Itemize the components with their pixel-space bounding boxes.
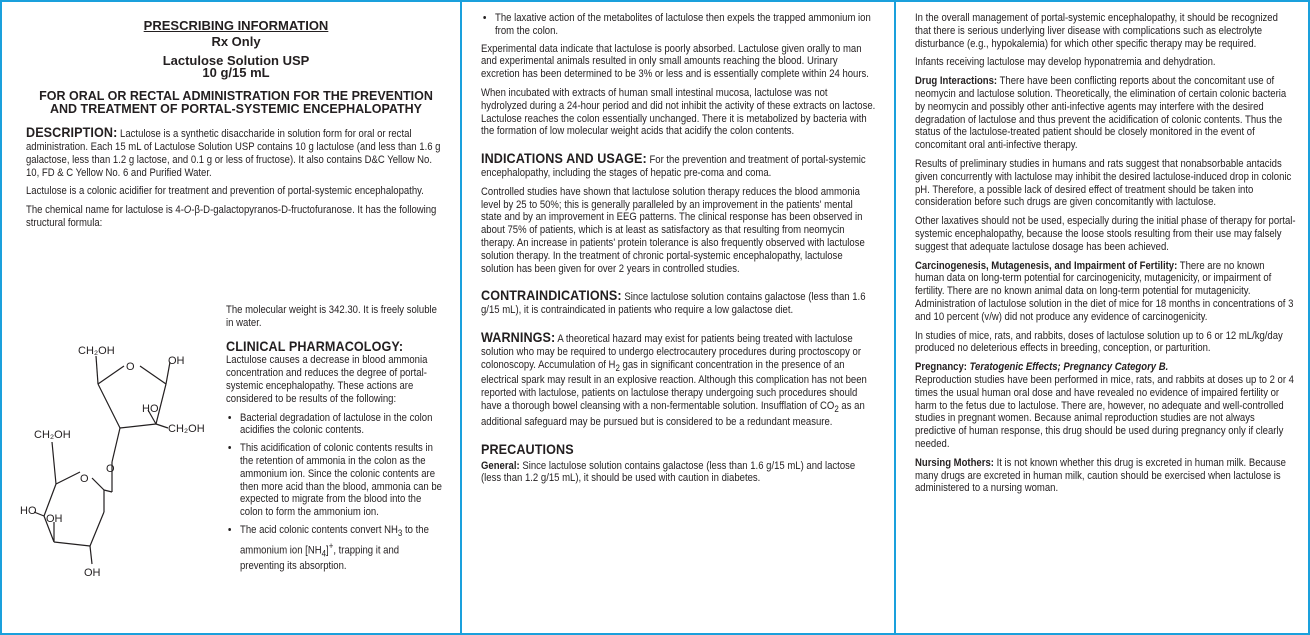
structure-label-ch2oh-3: CH₂OH: [34, 429, 71, 441]
product-strength: 10 g/15 mL: [202, 65, 270, 81]
carcinogenesis-text: There are no known human data on long-term potential for carcinogenicity, mutagenicity, or impairment of fertility. There are no known animal data on long-term potential for mutagenicity. Administration of lactulose solution in the diet of mice for 18 months in concentrations of 3 and 10 percent (v/w) did not produce any evidence of carcinogenicity.: [915, 259, 1294, 323]
warnings-heading: WARNINGS:: [481, 328, 556, 345]
pharmacology-bullet: • This acidification of colonic contents results in the retention of ammonia in the colon as the ammonium ion. Since the colonic contents are then more acid than the blood, ammonia can be expected to migrate from the blood into the colon to form the ammonium ion.: [240, 442, 444, 519]
description-paragraph: [26, 126, 446, 179]
chemical-name-post: -β-D-galactopyranos-D-fructofuranose. It has the following structural formula:: [26, 204, 437, 229]
warnings-text-a: A theoretical hazard may exist for patients being treated with lactulose solution who may be required to undergo electrocautery procedures during proctoscopy or colonoscopy. Accumulation of H: [481, 332, 862, 371]
structure-label-oh-2: OH: [46, 513, 63, 525]
pharmacology-heading: CLINICAL PHARMACOLOGY:: [226, 337, 404, 354]
bullet3-sup-plus: +: [328, 540, 334, 551]
structure-label-o-ring2: O: [80, 473, 89, 485]
column-2: [462, 2, 894, 633]
pharmacology-text: Lactulose causes a decrease in blood ammonia concentration and reduces the degree of portal-systemic encephalopathy. These actions are considered to be results of the following:: [226, 354, 428, 405]
nursing-mothers-text: It is not known whether this drug is excreted in human milk. Because many drugs are excreted in human milk, caution should be exercised when lactulose is administered to a nursing woman.: [915, 456, 1286, 495]
chemical-name-o: O: [183, 204, 192, 217]
nursing-mothers-heading: Nursing Mothers:: [915, 456, 994, 469]
infants-text: Infants receiving lactulose may develop hyponatremia and dehydration.: [915, 56, 1216, 69]
drug-interactions-text: There have been conflicting reports about the concomitant use of neomycin and lactulose solution. Theoretically, the elimination of certain colonic bacteria by neomycin and possibly other anti-infective agents may interfere with the desired degradation of lactulose and thus prevent the acidification of colonic contents. Thus the status of the lactulose-treated patient should be closely monitored in the event of concomitant oral anti-infective therapy.: [915, 75, 1287, 152]
pharmacology-bullets: [226, 412, 444, 574]
structure-label-ho-1: HO: [142, 403, 159, 415]
administration-heading: FOR ORAL OR RECTAL ADMINISTRATION FOR THE PREVENTION AND TREATMENT OF PORTAL-SYSTEMIC ENCEPHALOPATHY: [39, 89, 433, 117]
bullet3-text-c: ]: [326, 544, 329, 557]
pregnancy-heading-line: [915, 361, 1296, 374]
pregnancy-text: Reproduction studies have been performed in mice, rats, and rabbits at doses up to 2 or 4 times the usual human oral dose and have revealed no evidence of impaired fertility or harm to the fetus due to lactulose. There are, however, no adequate and well-controlled studies in pregnant women. Because animal reproduction studies are not always predictive of human response, this drug should be used during pregnancy only if clearly needed.: [915, 373, 1294, 450]
bullet3-text-b: to the ammonium ion [NH: [240, 523, 429, 557]
structure-label-o-ring1: O: [126, 361, 135, 373]
pharmacology-heading-line: [226, 337, 444, 355]
product-name: Lactulose Solution USP: [162, 52, 310, 68]
molecular-weight-text: The molecular weight is 342.30. It is freely soluble in water.: [226, 304, 437, 329]
indications-text: For the prevention and treatment of portal-systemic encephalopathy, including the stages of hepatic pre-coma and coma.: [481, 154, 866, 179]
warnings-sub-h2: 2: [615, 362, 620, 373]
pregnancy-heading: Pregnancy:: [915, 361, 967, 374]
contraindications-paragraph: [481, 289, 876, 317]
column-3: [896, 2, 1310, 633]
lactulose-structure-diagram: [20, 332, 220, 582]
general-paragraph: [481, 460, 876, 486]
precautions-heading: PRECAUTIONS: [481, 440, 574, 457]
antacids-text: Results of preliminary studies in humans and rats suggest that nonabsorbable antacids given concurrently with lactulose may inhibit the desired lactulose-induced drop in colonic pH. Therefore, a possible lack of desired effect of treatment should be taken into consideration before such drugs are given concomitantly with lactulose.: [915, 157, 1292, 209]
chemical-name-pre: The chemical name for lactulose is 4-: [26, 204, 184, 217]
absorption-text: Experimental data indicate that lactulose is poorly absorbed. Lactulose given orally to man and experimental animals resulted in only small amounts reaching the blood. Urinary excretion has been determined to be 3% or less and is essentially complete within 24 hours.: [481, 42, 869, 81]
carcinogenesis-heading: Carcinogenesis, Mutagenesis, and Impairment of Fertility:: [915, 259, 1178, 272]
animal-studies-text: In studies of mice, rats, and rabbits, doses of lactulose solution up to 6 or 12 mL/kg/day produced no deleterious effects in breeding, conception, or parturition.: [915, 329, 1283, 355]
warnings-paragraph: [481, 328, 876, 429]
structure-label-ch2oh-2: CH₂OH: [168, 423, 205, 435]
clinical-pharmacology-section: [226, 304, 444, 579]
chemical-name-paragraph: [26, 204, 446, 230]
description-text: Lactulose is a synthetic disaccharide in solution form for oral or rectal administration. Each 15 mL of Lactulose Solution USP contains 10 g lactulose (and less than 1.6 g galactose, less than 1.2 g lactose, and 0.1 g or less of fructose). It also contains D&C Yellow No. 10, FD & C Yellow No. 6 and Purified Water.: [26, 128, 441, 179]
bullet3-sub-3: 3: [397, 528, 403, 539]
warnings-sub-co2: 2: [834, 404, 839, 415]
pharmacology-bullet: [240, 524, 444, 573]
structure-label-ho-2: HO: [20, 505, 37, 517]
carcinogenesis-paragraph: [915, 260, 1296, 324]
general-heading: General:: [481, 459, 520, 472]
indications-heading: INDICATIONS AND USAGE:: [481, 150, 647, 167]
nursing-mothers-paragraph: [915, 457, 1296, 495]
bullet3-sub-4: 4: [321, 548, 327, 559]
indications-paragraph: [481, 152, 876, 180]
rx-only: Rx Only: [211, 33, 261, 49]
bullet3-text-d: , trapping it and preventing its absorption.: [240, 544, 400, 573]
general-text: Since lactulose solution contains galactose (less than 1.6 g/15 mL) and lactose (less than 1.2 g/15 mL), it should be used with caution in diabetes.: [481, 459, 856, 485]
contraindications-heading: CONTRAINDICATIONS:: [481, 287, 622, 304]
structure-label-o-link: O: [106, 463, 115, 475]
liver-disease-text: In the overall management of portal-systemic encephalopathy, it should be recognized that there is serious underlying liver disease with complications such as electrolyte disturbance (e.g., hypokalemia) for which other specific therapy may be required.: [915, 12, 1278, 50]
acidifier-text: Lactulose is a colonic acidifier for treatment and prevention of portal-systemic encephalopathy.: [26, 185, 424, 198]
structure-label-oh-3: OH: [84, 567, 101, 579]
drug-interactions-heading: Drug Interactions:: [915, 75, 998, 88]
warnings-text-b: gas in significant concentration in the presence of an electrical spark may result in an explosive reaction. Although this complication has not been reported with lactulose, patients on lactulose therapy undergoing such procedures should have a thorough bowel cleansing with a non-fermentable solution. Insufflation of CO: [481, 358, 867, 413]
laxative-bullet: • The laxative action of the metabolites of lactulose then expels the trapped ammonium ion from the colon.: [495, 12, 876, 38]
controlled-studies-text: Controlled studies have shown that lactulose solution therapy reduces the blood ammonia level by 25 to 50%; this is generally paralleled by an improvement in the patients' mental state and by an improvement in EEG patterns. The clinical response has been observed in about 75% of patients, which is at least as satisfactory as that resulting from neomycin therapy. An increase in patients' protein tolerance is also frequently observed with lactulose solution therapy. In the treatment of chronic portal-systemic encephalopathy, lactulose solution has been given for over 2 years in controlled studies.: [481, 185, 865, 275]
prescribing-info-title: PRESCRIBING INFORMATION: [143, 18, 329, 33]
other-laxatives-text: Other laxatives should not be used, especially during the initial phase of therapy for portal-systemic encephalopathy, because the loose stools resulting from their use may falsely suggest that adequate lactulose dosage has been achieved.: [915, 215, 1296, 253]
structure-label-ch2oh-1: CH₂OH: [78, 345, 115, 357]
description-heading: DESCRIPTION:: [26, 124, 118, 141]
structural-formula: [20, 332, 220, 582]
pregnancy-category: Teratogenic Effects; Pregnancy Category B.: [969, 361, 1169, 374]
bullet3-text-a: The acid colonic contents convert NH: [240, 523, 398, 536]
contraindications-text: Since lactulose solution contains galactose (less than 1.6 g/15 mL), it is contraindicated in patients who require a low galactose diet.: [481, 291, 866, 317]
warnings-text-c: as an additional safeguard may be pursued but is considered to be a redundant measure.: [481, 400, 865, 428]
laxative-bullet-list: [481, 12, 876, 38]
structure-label-oh-1: OH: [168, 355, 185, 367]
mucosa-text: When incubated with extracts of human small intestinal mucosa, lactulose was not hydrolyzed during a 24-hour period and did not inhibit the activity of these extracts on lactose. Lactulose reaches the colon essentially unchanged. There it is metabolized by bacteria with the formation of low molecular weight acids that acidify the colon contents.: [481, 86, 876, 138]
pharmacology-bullet: • Bacterial degradation of lactulose in the colon acidifies the colonic contents.: [240, 412, 444, 438]
precautions-heading-line: [481, 440, 876, 458]
drug-interactions-paragraph: [915, 75, 1296, 152]
column-1: [2, 2, 460, 633]
